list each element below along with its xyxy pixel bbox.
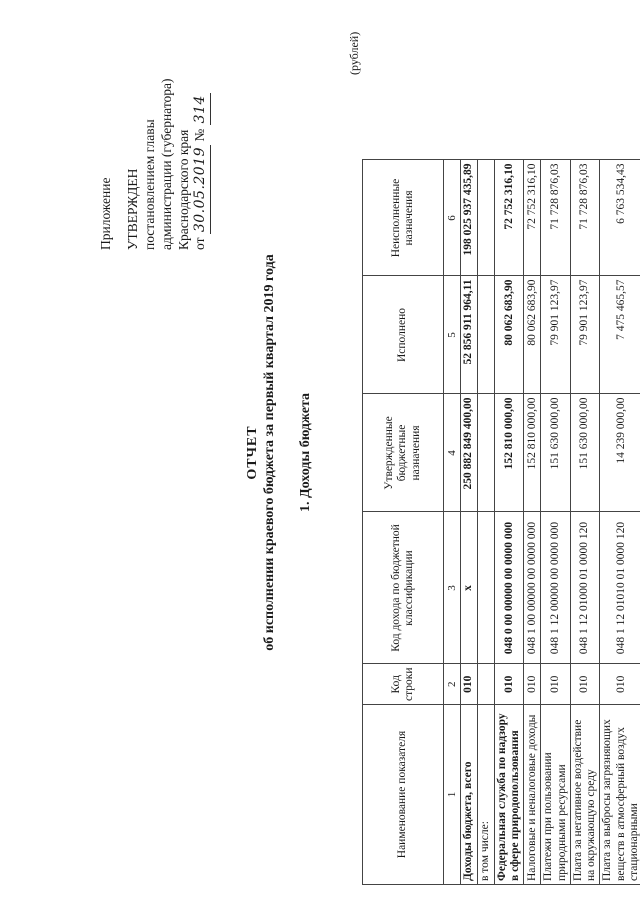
section-title: 1. Доходы бюджета	[298, 392, 313, 513]
row-unexecuted: 71 728 876,03	[541, 160, 570, 276]
row-executed: 52 856 911 964,11	[461, 276, 478, 394]
row-kbk: 048 1 12 01000 01 0000 120	[570, 512, 599, 664]
table-row	[461, 160, 478, 885]
header-unexecuted: Неисполненные назначения	[363, 160, 444, 276]
row-code: 010	[541, 664, 570, 705]
approval-date-line	[192, 10, 211, 250]
approval-block	[98, 10, 211, 250]
column-number: 2	[444, 664, 461, 705]
row-code: 010	[461, 664, 478, 705]
row-kbk: 048 1 12 01010 01 0000 120	[600, 512, 640, 664]
row-approved: 151 630 000,00	[541, 394, 570, 512]
revenue-table	[362, 159, 640, 885]
row-approved: 152 810 000,00	[495, 394, 524, 512]
approval-line-3: Краснодарского края	[175, 129, 191, 250]
unit-label: (рублей)	[347, 31, 361, 75]
row-code	[478, 664, 495, 705]
row-name: Плата за негативное воздействие на окружающую среду	[570, 705, 599, 885]
column-number: 1	[444, 705, 461, 885]
row-kbk: 048 0 00 00000 00 0000 000	[495, 512, 524, 664]
row-code: 010	[524, 664, 541, 705]
report-subtitle: об исполнении краевого бюджета за первый квартал 2019 года	[262, 254, 277, 651]
row-name: Доходы бюджета, всего	[461, 705, 478, 885]
row-approved: 14 239 000,00	[600, 394, 640, 512]
row-kbk: x	[461, 512, 478, 664]
report-title: ОТЧЕТ	[245, 425, 260, 480]
row-unexecuted: 198 025 937 435,89	[461, 160, 478, 276]
column-number: 5	[444, 276, 461, 394]
column-number-row	[444, 160, 461, 885]
table-row	[524, 160, 541, 885]
table-row	[570, 160, 599, 885]
row-name: Плата за выбросы загрязняющих веществ в атмосферный воздух стационарными	[600, 705, 640, 885]
approval-line-2: администрации (губернатора)	[158, 78, 174, 250]
row-approved	[478, 394, 495, 512]
row-unexecuted: 71 728 876,03	[570, 160, 599, 276]
row-name: в том числе:	[478, 705, 495, 885]
row-name: Налоговые и неналоговые доходы	[524, 705, 541, 885]
header-executed: Исполнено	[363, 276, 444, 394]
row-kbk: 048 1 12 00000 00 0000 000	[541, 512, 570, 664]
row-approved: 151 630 000,00	[570, 394, 599, 512]
row-kbk: 048 1 00 00000 00 0000 000	[524, 512, 541, 664]
row-unexecuted: 72 752 316,10	[524, 160, 541, 276]
approved-label: УТВЕРЖДЕН	[124, 168, 140, 250]
header-approved: Утвержденные бюджетные назначения	[363, 394, 444, 512]
header-kbk: Код дохода по бюджетной классификации	[363, 512, 444, 664]
row-executed: 79 901 123,97	[570, 276, 599, 394]
row-approved: 152 810 000,00	[524, 394, 541, 512]
row-executed	[478, 276, 495, 394]
appendix-label: Приложение	[98, 177, 113, 250]
row-name: Платежи при пользовании природными ресурсами	[541, 705, 570, 885]
table-row	[478, 160, 495, 885]
handwritten-date: 30.05.2019	[192, 145, 211, 234]
handwritten-number: 314	[192, 93, 211, 125]
row-kbk	[478, 512, 495, 664]
column-number: 3	[444, 512, 461, 664]
table-row	[495, 160, 524, 885]
column-number: 4	[444, 394, 461, 512]
date-prefix: от	[192, 237, 208, 250]
table-header-row	[363, 160, 444, 885]
row-unexecuted: 72 752 316,10	[495, 160, 524, 276]
row-code: 010	[570, 664, 599, 705]
row-executed: 7 475 465,57	[600, 276, 640, 394]
row-code: 010	[495, 664, 524, 705]
table-row	[600, 160, 640, 885]
header-code: Код строки	[363, 664, 444, 705]
column-number: 6	[444, 160, 461, 276]
row-code: 010	[600, 664, 640, 705]
row-approved: 250 882 849 400,00	[461, 394, 478, 512]
row-name: Федеральная служба по надзору в сфере природопользования	[495, 705, 524, 885]
row-executed: 80 062 683,90	[524, 276, 541, 394]
row-executed: 80 062 683,90	[495, 276, 524, 394]
row-unexecuted: 6 763 534,43	[600, 160, 640, 276]
row-executed: 79 901 123,97	[541, 276, 570, 394]
header-name: Наименование показателя	[363, 705, 444, 885]
approval-line-1: постановлением главы	[141, 119, 157, 250]
number-prefix: №	[192, 128, 208, 142]
row-unexecuted	[478, 160, 495, 276]
table-row	[541, 160, 570, 885]
